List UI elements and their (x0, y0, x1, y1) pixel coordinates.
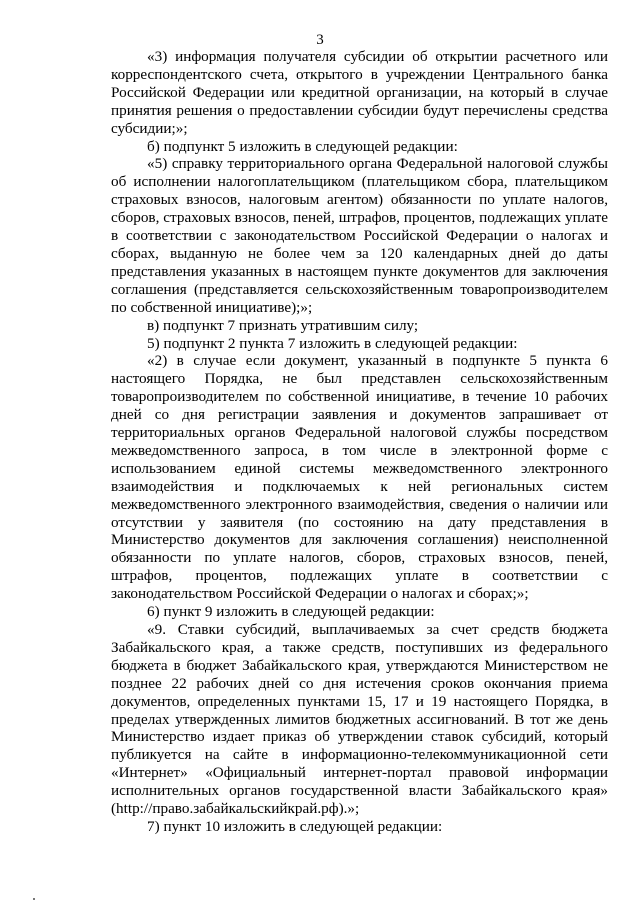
page-number: 3 (316, 32, 324, 48)
paragraph-subitem-b: б) подпункт 5 изложить в следующей редакции: (147, 137, 458, 155)
paragraph-subitem-v: в) подпункт 7 признать утратившим силу; (147, 316, 419, 334)
scan-artifact (33, 898, 35, 900)
paragraph-interagency-request: «2) в случае если документ, указанный в подпункте 5 пункта 6 настоящего Порядка, не был представлен сельскохозяйственным товаропроизводителем по собственной инициативе, в течение 10 рабочих дней со дня регистрации заявления и документов запрашивает от территориальных органов Федеральной налоговой службы посредством межведомственного запроса, в том числе в электронной форме с использованием единой системы межведомственного электронного взаимодействия и подключаемых к ней региональных систем межведомственного электронного взаимодействия, сведения о наличии или отсутствии у заявителя (по состоянию на дату представления в Министерство документов для заключения соглашения) неисполненной обязанности по уплате налогов, сборов, страховых взносов, пеней, штрафов, процентов, подлежащих уплате в соответствии с законодательством Российской Федерации о налогах и сборах;»; (111, 352, 608, 603)
paragraph-tax-certificate: «5) справку территориального органа Федеральной налоговой службы об исполнении налогоплательщиком (плательщиком сбора, плательщиком страховых взносов, налоговым агентом) обязанности по уплате налогов, сборов, страховых взносов, пеней, штрафов, процентов, подлежащих уплате в соответствии с законодательством Российской Федерации о налогах и сборах, выданную не более чем за 120 календарных дней до даты представления указанных в настоящем пункте документов для заключения соглашения (представляется сельскохозяйственным товаропроизводителем по собственной инициативе);»; (111, 155, 608, 316)
paragraph-subsidy-rates: «9. Ставки субсидий, выплачиваемых за счет средств бюджета Забайкальского края, а также средств, поступивших из федерального бюджета в бюджет Забайкальского края, утверждаются Министерством не позднее 22 рабочих дней со дня истечения сроков окончания приема документов, определенных пунктами 15, 17 и 19 настоящего Порядка, в пределах утвержденных лимитов бюджетных ассигнований. В тот же день Министерство издает приказ об утверждении ставок субсидий, который публикуется на сайте в информационно-телекоммуникационной сети «Интернет» «Официальный интернет-портал правовой информации исполнительных органов государственной власти Забайкальского края» (http://право.забайкальскийкрай.рф).»; (111, 621, 608, 818)
document-body (111, 48, 608, 836)
paragraph-item-6: 6) пункт 9 изложить в следующей редакции: (147, 603, 435, 621)
paragraph-item-5: 5) подпункт 2 пункта 7 изложить в следующей редакции: (147, 334, 518, 352)
paragraph-account-info: «3) информация получателя субсидии об открытии расчетного или корреспондентского счета, открытого в учреждении Центрального банка Российской Федерации или кредитной организации, на который в случае принятия решения о предоставлении субсидии будут перечислены средства субсидии;»; (111, 48, 608, 137)
paragraph-item-7: 7) пункт 10 изложить в следующей редакции: (147, 817, 443, 835)
